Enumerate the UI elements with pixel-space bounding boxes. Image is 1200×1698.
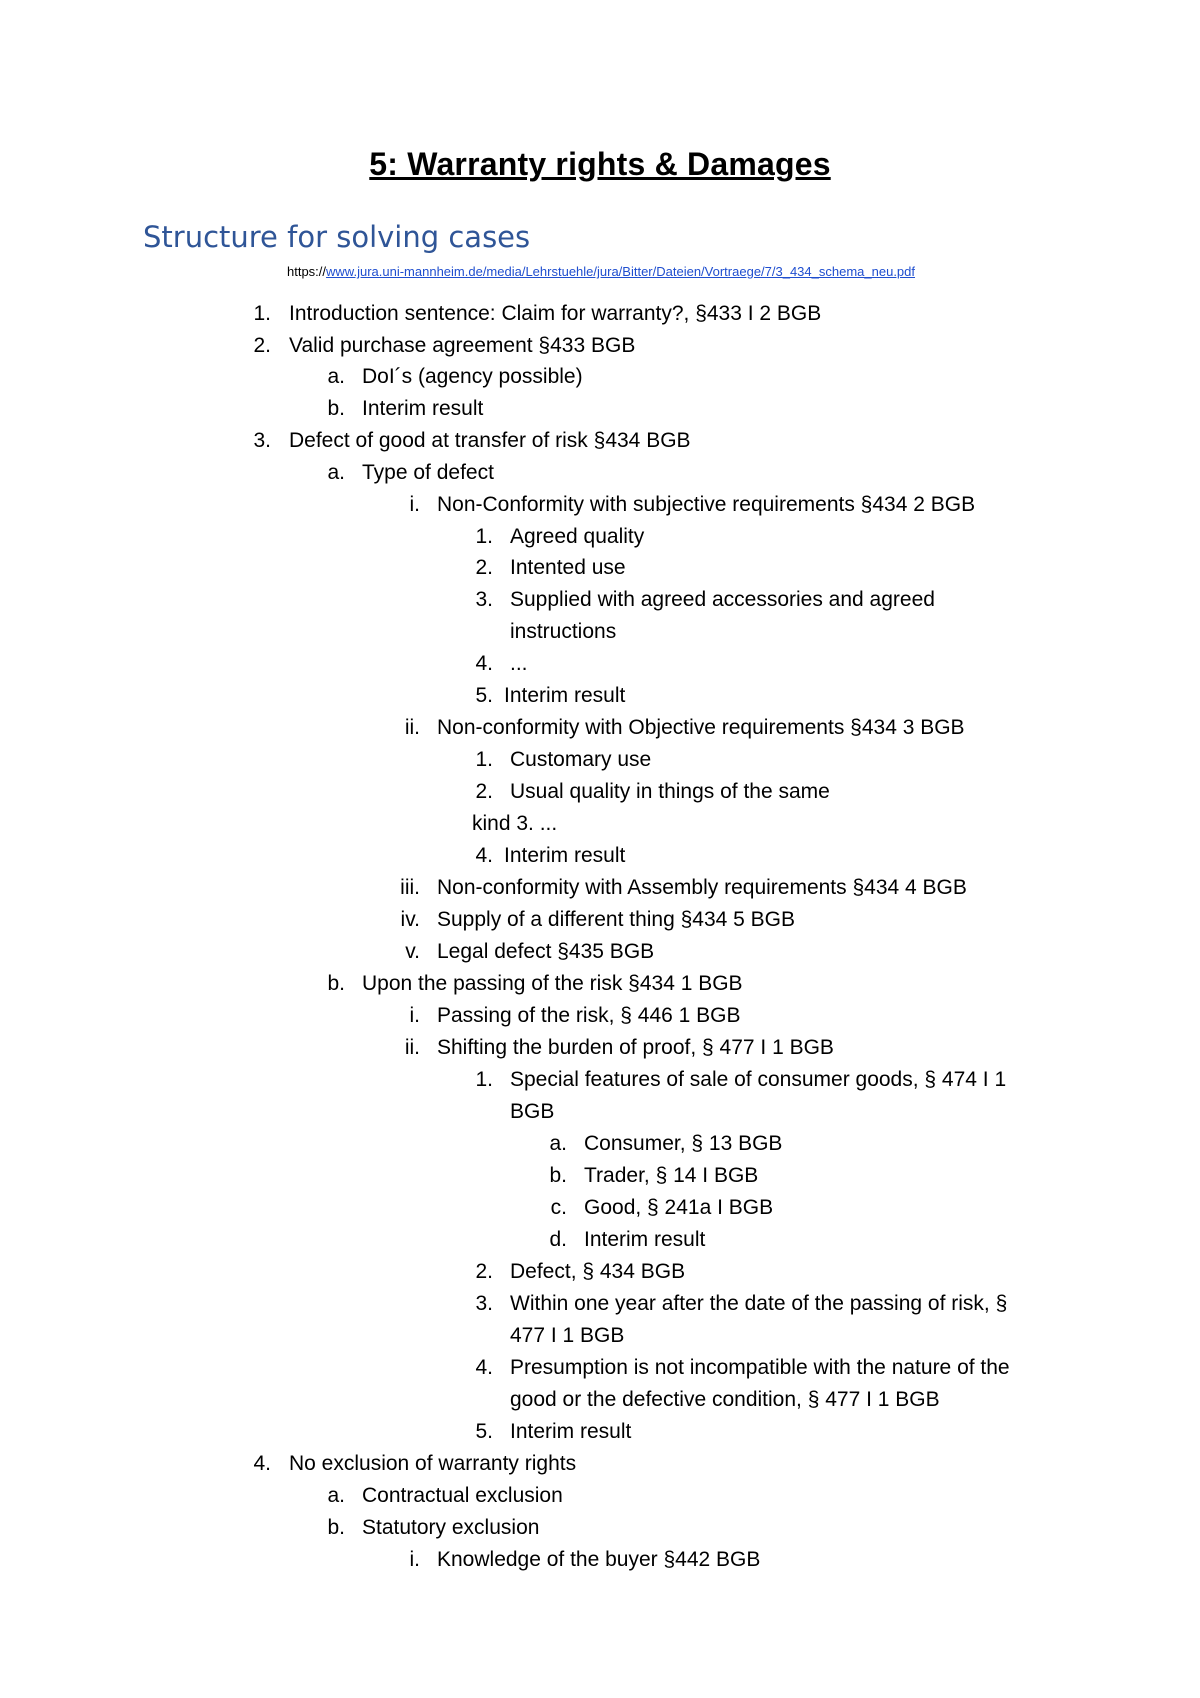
outline-marker: c. [550,1196,567,1219]
outline-marker: v. [405,940,420,963]
outline-marker: i. [409,1004,420,1027]
source-reference [287,264,915,279]
outline-marker: a. [549,1132,567,1155]
outline-marker: a. [327,461,345,484]
outline-text: Non-conformity with Objective requirements §434 3 BGB [437,716,965,739]
outline-text: Special features of sale of consumer goods, § 474 I 1 [510,1068,1007,1091]
outline-text: No exclusion of warranty rights [289,1452,577,1475]
outline-marker: b. [327,1516,345,1539]
outline-marker: i. [409,1548,420,1571]
outline-text: Defect of good at transfer of risk §434 BGB [289,429,691,452]
outline-text: Non-Conformity with subjective requirements §434 2 BGB [437,493,976,516]
outline-text: Passing of the risk, § 446 1 BGB [437,1004,741,1027]
outline-text: BGB [510,1100,555,1123]
outline-text: Interim result [504,844,626,867]
outline-marker: 4. [475,652,493,675]
outline-text: ... [510,652,528,675]
outline-marker: 4. [475,844,493,867]
outline-text: Type of defect [362,461,494,484]
outline-text: Interim result [510,1420,632,1443]
outline-text: DoI´s (agency possible) [362,365,583,388]
outline-marker: ii. [404,1036,420,1059]
outline-marker: 1. [475,748,493,771]
outline-marker: 3. [475,588,493,611]
outline-marker: b. [327,972,345,995]
outline-text: Supplied with agreed accessories and agreed [510,588,935,611]
outline-text: Interim result [504,684,626,707]
outline-text: instructions [510,620,617,643]
outline-text: Usual quality in things of the same [510,780,830,803]
outline-text: Statutory exclusion [362,1516,540,1539]
section-heading: Structure for solving cases [143,220,531,254]
outline-text: Presumption is not incompatible with the nature of the [510,1356,1010,1379]
outline-marker: a. [327,1484,345,1507]
document-title: 5: Warranty rights & Damages [369,146,831,182]
outline-marker: 1. [475,1068,493,1091]
outline-text: Legal defect §435 BGB [437,940,655,963]
outline-text: Valid purchase agreement §433 BGB [289,334,636,357]
outline-marker: 5. [475,684,493,707]
outline-marker: iii. [400,876,420,899]
outline-marker: 2. [253,334,271,357]
outline-text: Interim result [362,397,484,420]
outline-marker: 1. [475,525,493,548]
outline-text: Customary use [510,748,652,771]
outline-text: Non-conformity with Assembly requirements §434 4 BGB [437,876,967,899]
source-link[interactable]: www.jura.uni-mannheim.de/media/Lehrstuehle/jura/Bitter/Dateien/Vortraege/7/3_434_schema_neu.pdf [326,264,915,279]
outline-text: Agreed quality [510,525,645,548]
outline-text: Intented use [510,556,626,579]
outline-text: Within one year after the date of the passing of risk, § [510,1292,1008,1315]
outline-text: Shifting the burden of proof, § 477 I 1 BGB [437,1036,834,1059]
source-prefix: https:// [287,264,327,279]
outline-text: Trader, § 14 I BGB [584,1164,759,1187]
outline-marker: 4. [475,1356,493,1379]
outline-marker: 2. [475,556,493,579]
outline-marker: 2. [475,1260,493,1283]
outline-text: Supply of a different thing §434 5 BGB [437,908,796,931]
outline-marker: ii. [404,716,420,739]
outline-marker: 4. [253,1452,271,1475]
outline-marker: a. [327,365,345,388]
outline-text: Defect, § 434 BGB [510,1260,686,1283]
outline-text: Contractual exclusion [362,1484,563,1507]
outline-marker: 5. [475,1420,493,1443]
outline-marker: d. [549,1228,567,1251]
outline-marker: b. [327,397,345,420]
outline-marker: 3. [253,429,271,452]
outline-text: Introduction sentence: Claim for warranty?, §433 I 2 BGB [289,302,822,325]
outline-text: Knowledge of the buyer §442 BGB [437,1548,761,1571]
outline-text: Good, § 241a I BGB [584,1196,774,1219]
outline-text: kind 3. ... [472,812,558,835]
outline-text: 477 I 1 BGB [510,1324,625,1347]
outline-marker: 1. [253,302,271,325]
outline-marker: iv. [400,908,420,931]
outline-text: good or the defective condition, § 477 I 1 BGB [510,1388,940,1411]
outline-text: Upon the passing of the risk §434 1 BGB [362,972,743,995]
outline-marker: b. [549,1164,567,1187]
outline-marker: 2. [475,780,493,803]
outline-text: Consumer, § 13 BGB [584,1132,783,1155]
outline-marker: 3. [475,1292,493,1315]
outline-text: Interim result [584,1228,706,1251]
outline-marker: i. [409,493,420,516]
